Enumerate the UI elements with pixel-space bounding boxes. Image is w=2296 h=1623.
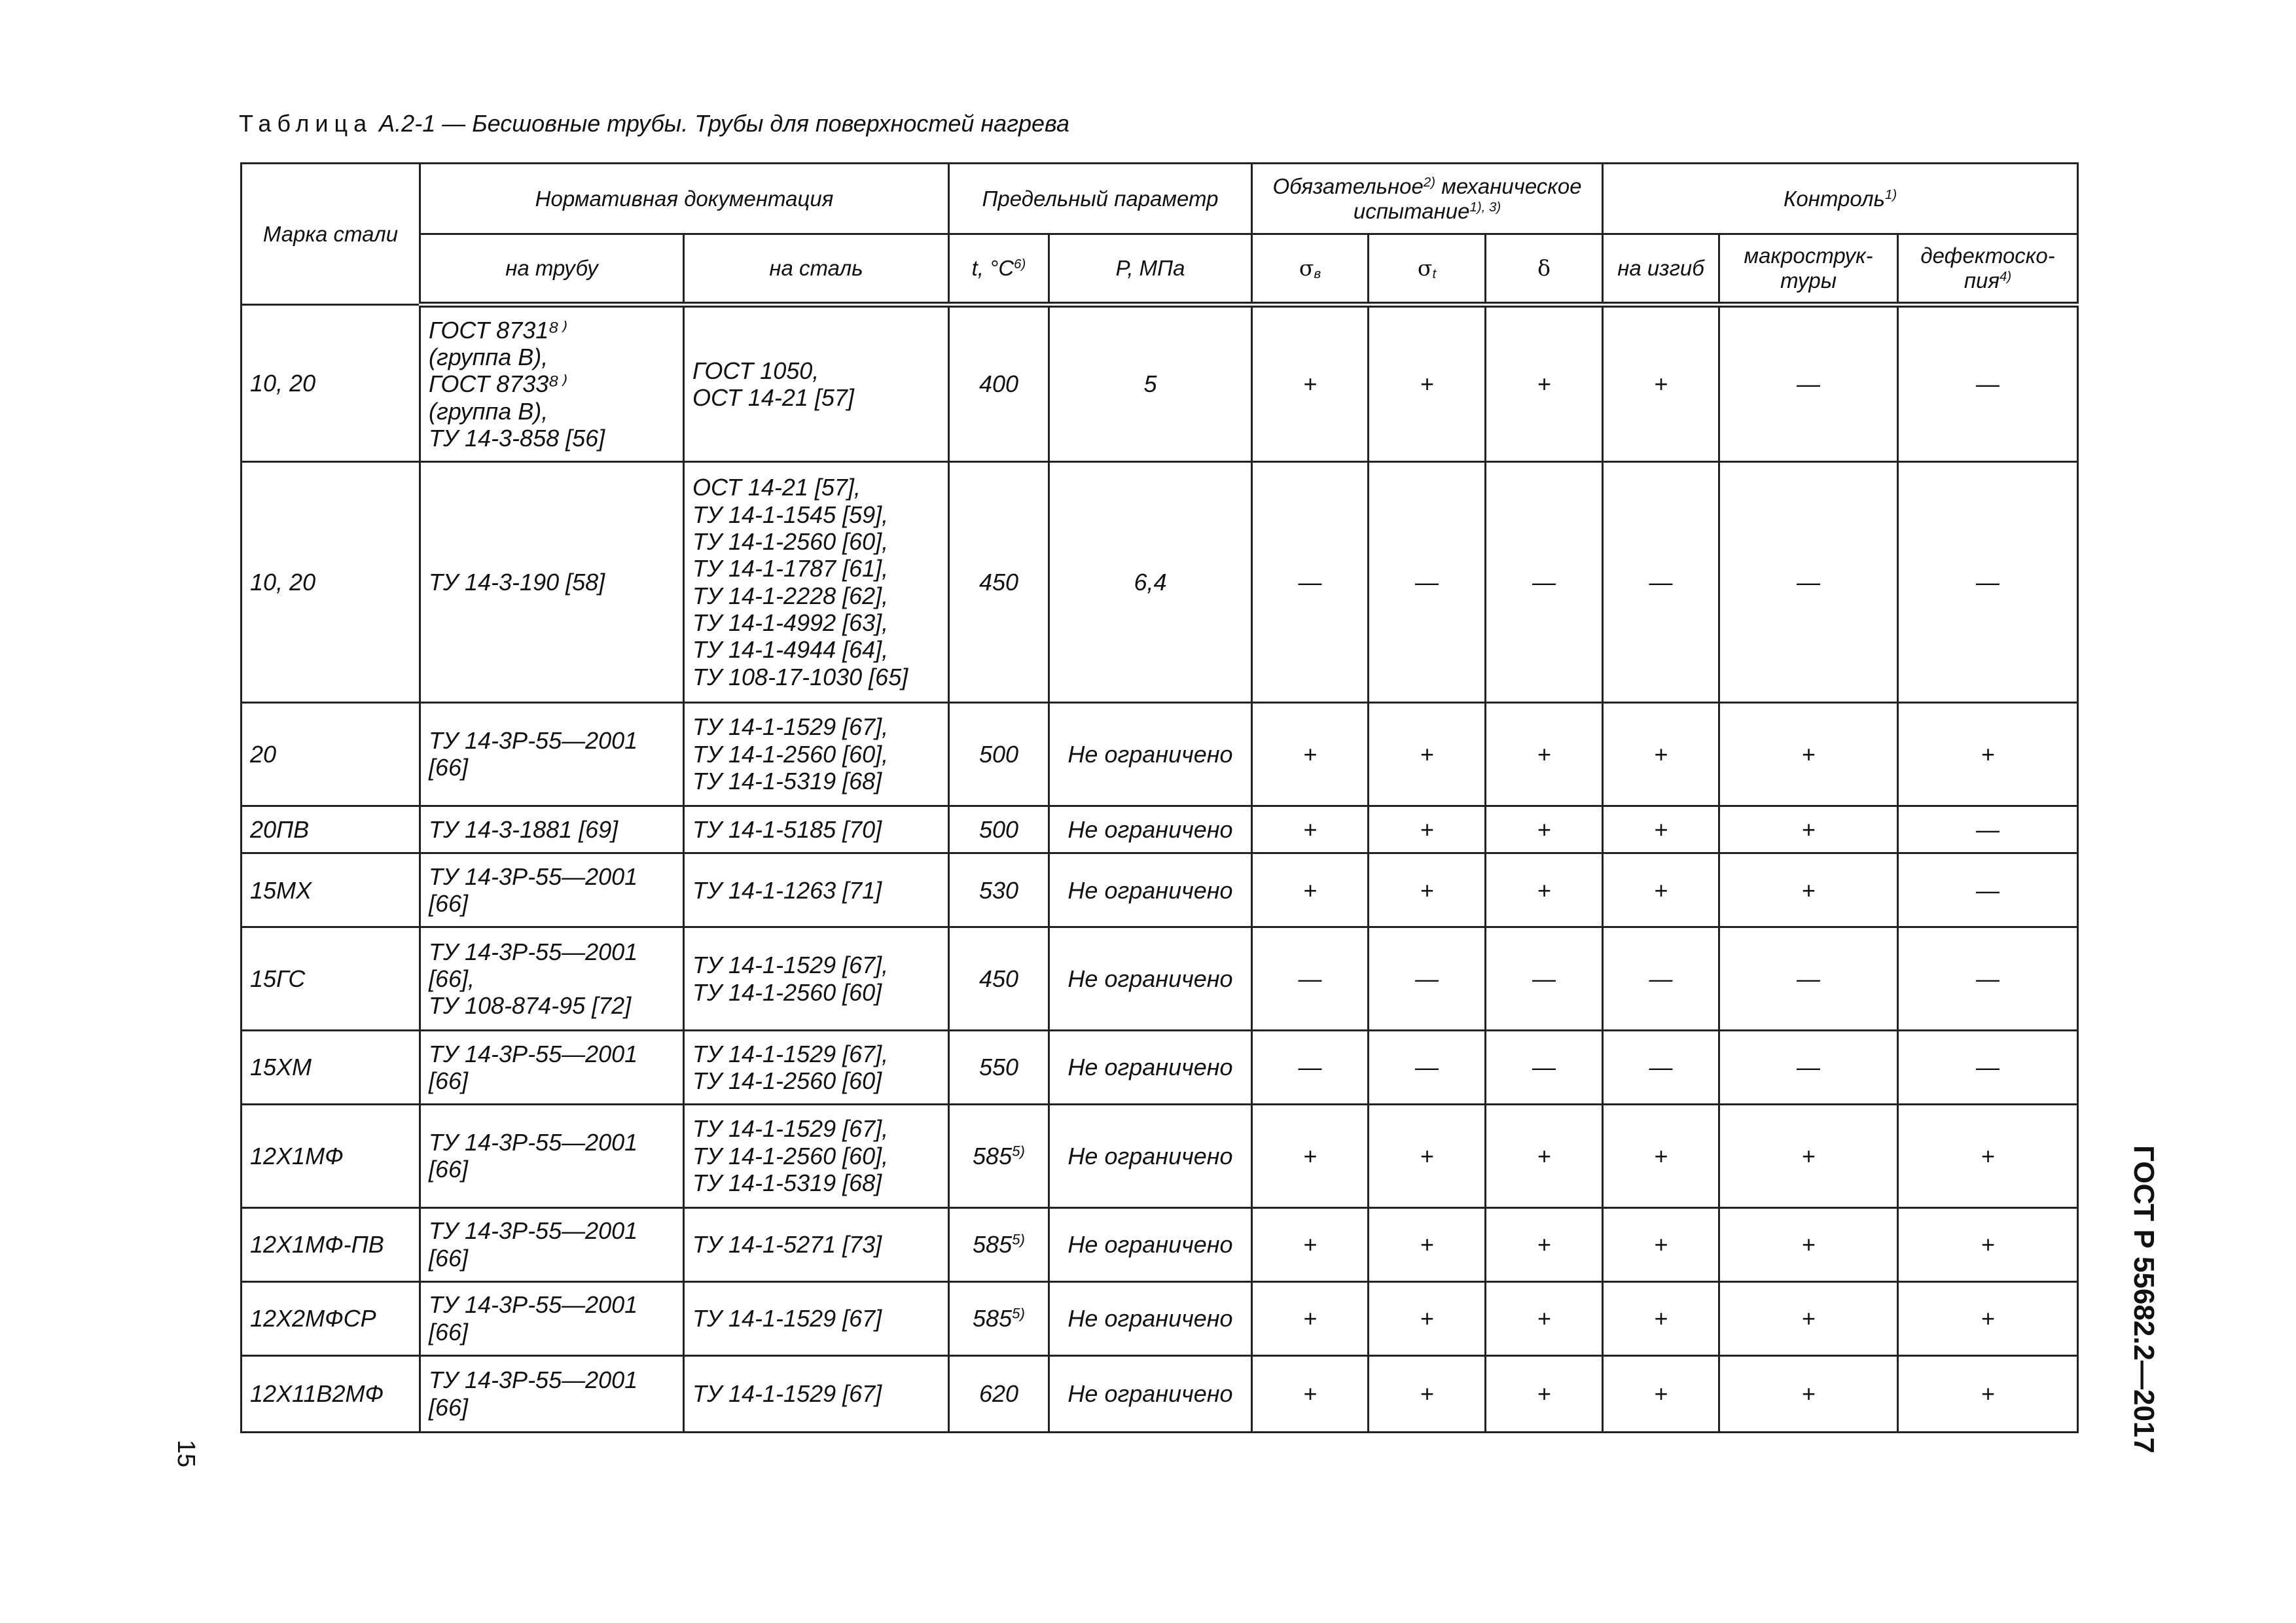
sigma-t-sub: t	[1432, 266, 1437, 282]
macro-cell-value: +	[1801, 815, 1816, 843]
sigma-b-cell	[1252, 853, 1369, 927]
sigma-t-cell-value: —	[1415, 568, 1439, 596]
steel-grade-cell-value: 15МХ	[250, 876, 312, 904]
defect-cell-value: —	[1976, 965, 2000, 992]
pipe-doc-cell	[420, 1355, 684, 1432]
sigma-b-cell-value: +	[1303, 1305, 1318, 1332]
temperature-cell	[949, 702, 1049, 806]
sigma-b-cell	[1252, 702, 1369, 806]
pressure-cell	[1049, 462, 1252, 703]
bend-cell	[1603, 1207, 1719, 1281]
sigma-b-cell	[1252, 1105, 1369, 1208]
delta-cell-value: —	[1532, 568, 1556, 596]
pipe-doc-cell	[420, 1281, 684, 1355]
temperature-cell	[949, 1207, 1049, 1281]
steel-grade-cell-value: 20	[250, 740, 277, 768]
sigma-b-cell	[1252, 305, 1369, 462]
steel-doc-cell-value: ОСТ 14-21 [57], ТУ 14-1-1545 [59], ТУ 14-1-2560 [60], ТУ 14-1-1787 [61], ТУ 14-1-2228 [62], ТУ 14-1-4992 [63], ТУ 14-1-4944 [64], ТУ 108-17-1030 [65]	[692, 474, 908, 690]
pipe-doc-cell	[420, 1030, 684, 1104]
sigma-b-cell-value: +	[1303, 815, 1318, 843]
bend-cell	[1603, 1281, 1719, 1355]
header-sigma-t	[1369, 234, 1486, 305]
sigma-b-cell	[1252, 806, 1369, 853]
bend-cell-value: +	[1654, 1230, 1668, 1258]
defect-cell-value: —	[1976, 876, 2000, 904]
header-for-pipe: на трубу	[420, 234, 684, 305]
bend-cell	[1603, 853, 1719, 927]
bend-cell	[1603, 1105, 1719, 1208]
bend-cell-value: +	[1654, 1142, 1668, 1169]
pressure-cell	[1049, 305, 1252, 462]
bend-cell	[1603, 806, 1719, 853]
pipe-doc-cell	[420, 702, 684, 806]
pipe-doc-cell-value: ТУ 14-3Р-55—2001 [66], ТУ 108-874-95 [72]	[429, 938, 638, 1020]
sigma-t-cell-value: +	[1420, 1380, 1434, 1408]
sigma-t-cell-value: +	[1420, 1305, 1434, 1332]
sigma-t-cell-value: —	[1415, 965, 1439, 992]
steel-doc-cell	[684, 806, 949, 853]
defect-cell	[1898, 1355, 2078, 1432]
sigma-b-cell-value: —	[1298, 568, 1322, 596]
steel-grade-cell	[242, 1030, 420, 1104]
pipe-doc-cell-value: ГОСТ 8731⁸⁾ (группа В), ГОСТ 8733⁸⁾ (группа В), ТУ 14-3-858 [56]	[429, 316, 605, 452]
pressure-cell-value: Не ограничено	[1067, 1380, 1233, 1408]
defect-cell-value: +	[1981, 1142, 1995, 1169]
sigma-t-cell	[1369, 1355, 1486, 1432]
pressure-cell-value: Не ограничено	[1067, 876, 1233, 904]
sigma-t-cell-value: +	[1420, 1230, 1434, 1258]
delta-cell	[1486, 1281, 1603, 1355]
defect-sup: 4)	[2000, 268, 2012, 284]
steel-doc-cell-value: ГОСТ 1050, ОСТ 14-21 [57]	[692, 357, 854, 412]
delta-cell-value: +	[1537, 1142, 1551, 1169]
header-delta	[1486, 234, 1603, 305]
pressure-cell	[1049, 927, 1252, 1031]
side-document-title: ГОСТ Р 55682.2—2017	[2128, 1145, 2160, 1454]
pressure-cell-value: Не ограничено	[1067, 815, 1233, 843]
sigma-b-cell-value: —	[1298, 1054, 1322, 1081]
pipe-doc-cell-value: ТУ 14-3Р-55—2001 [66]	[429, 1366, 638, 1421]
temp-sup: 6)	[1014, 256, 1026, 272]
bend-cell-value: —	[1649, 965, 1673, 992]
steel-doc-cell-value: ТУ 14-1-5185 [70]	[692, 815, 882, 843]
steel-pipe-table	[240, 162, 2079, 1433]
sigma-t-cell-value: +	[1420, 876, 1434, 904]
bend-cell-value: +	[1654, 370, 1668, 398]
table-row	[242, 305, 2078, 462]
temperature-cell	[949, 1030, 1049, 1104]
steel-grade-cell	[242, 1281, 420, 1355]
pipe-doc-cell	[420, 462, 684, 703]
bend-cell	[1603, 927, 1719, 1031]
macro-cell-value: —	[1797, 568, 1821, 596]
bend-cell	[1603, 462, 1719, 703]
delta-cell-value: —	[1532, 965, 1556, 992]
steel-grade-cell	[242, 927, 420, 1031]
sigma-t-cell	[1369, 1281, 1486, 1355]
pressure-cell	[1049, 853, 1252, 927]
temperature-cell-value: 500	[978, 740, 1019, 768]
defect-cell	[1898, 853, 2078, 927]
pipe-doc-cell	[420, 1207, 684, 1281]
pressure-cell-value: 6,4	[1134, 568, 1167, 596]
header-normative-docs: Нормативная документация	[420, 164, 949, 234]
steel-doc-cell	[684, 305, 949, 462]
control-text: Контроль	[1783, 186, 1885, 211]
defect-cell	[1898, 462, 2078, 703]
pipe-doc-cell-value: ТУ 14-3Р-55—2001 [66]	[429, 863, 638, 918]
bend-cell	[1603, 1030, 1719, 1104]
delta-cell	[1486, 462, 1603, 703]
sigma-b-cell-value: +	[1303, 740, 1318, 768]
header-for-steel: на сталь	[684, 234, 949, 305]
steel-grade-cell-value: 15ГС	[250, 965, 306, 992]
sigma-b-cell	[1252, 1281, 1369, 1355]
delta-cell-value: +	[1537, 1380, 1551, 1408]
macro-cell-value: +	[1801, 1230, 1816, 1258]
table-row	[242, 702, 2078, 806]
steel-doc-cell-value: ТУ 14-1-1529 [67], ТУ 14-1-2560 [60], ТУ 14-1-5319 [68]	[692, 713, 889, 794]
steel-doc-cell-value: ТУ 14-1-1529 [67], ТУ 14-1-2560 [60]	[692, 952, 889, 1006]
pipe-doc-cell-value: ТУ 14-3-190 [58]	[429, 568, 605, 596]
temperature-cell-value: 550	[978, 1054, 1019, 1081]
mech-test-text-b: механическое испытание	[1353, 173, 1582, 223]
steel-doc-cell	[684, 1207, 949, 1281]
header-pressure: P, МПа	[1049, 234, 1252, 305]
pressure-cell-value: Не ограничено	[1067, 1054, 1233, 1081]
temperature-cell	[949, 462, 1049, 703]
table-caption	[239, 110, 1069, 137]
defect-label: дефектоско- пия	[1920, 243, 2055, 293]
pressure-cell-value: Не ограничено	[1067, 1230, 1233, 1258]
sigma-t-symbol: σ	[1417, 255, 1433, 281]
table-row	[242, 853, 2078, 927]
delta-cell	[1486, 1105, 1603, 1208]
control-sup: 1)	[1884, 187, 1897, 202]
delta-cell	[1486, 1355, 1603, 1432]
table-row	[242, 806, 2078, 853]
pipe-doc-cell-value: ТУ 14-3Р-55—2001 [66]	[429, 726, 638, 781]
sigma-t-cell	[1369, 1207, 1486, 1281]
sigma-t-cell-value: +	[1420, 815, 1434, 843]
sigma-b-cell	[1252, 927, 1369, 1031]
temperature-cell-value: 585	[973, 1230, 1013, 1258]
header-macro: макрострук- туры	[1719, 234, 1898, 305]
table-row	[242, 1105, 2078, 1208]
pipe-doc-cell-value: ТУ 14-3Р-55—2001 [66]	[429, 1040, 638, 1094]
sigma-t-cell-value: —	[1415, 1054, 1439, 1081]
temperature-cell-value: 530	[978, 876, 1019, 904]
steel-doc-cell-value: ТУ 14-1-1263 [71]	[692, 876, 882, 904]
sigma-b-cell-value: +	[1303, 1230, 1318, 1258]
table-body	[242, 305, 2078, 1433]
sigma-b-sub: в	[1314, 266, 1321, 282]
temperature-cell	[949, 305, 1049, 462]
table-row	[242, 1030, 2078, 1104]
sigma-b-cell	[1252, 1030, 1369, 1104]
temp-label: t, °C	[971, 256, 1014, 281]
pressure-cell-value: 5	[1143, 370, 1157, 398]
bend-cell	[1603, 305, 1719, 462]
pressure-cell-value: Не ограничено	[1067, 740, 1233, 768]
steel-grade-cell	[242, 1355, 420, 1432]
temperature-footnote: 5)	[1012, 1143, 1025, 1160]
defect-cell	[1898, 1030, 2078, 1104]
steel-doc-cell	[684, 1105, 949, 1208]
header-defect	[1898, 234, 2078, 305]
steel-grade-cell	[242, 305, 420, 462]
sigma-b-symbol: σ	[1299, 255, 1314, 281]
macro-cell	[1719, 1355, 1898, 1432]
steel-grade-cell	[242, 1207, 420, 1281]
steel-doc-cell-value: ТУ 14-1-1529 [67]	[692, 1305, 882, 1332]
header-temp	[949, 234, 1049, 305]
delta-cell	[1486, 1030, 1603, 1104]
steel-doc-cell	[684, 853, 949, 927]
sigma-b-cell-value: +	[1303, 876, 1318, 904]
steel-grade-cell	[242, 462, 420, 703]
pressure-cell	[1049, 1281, 1252, 1355]
pressure-cell	[1049, 702, 1252, 806]
steel-grade-cell-value: 12Х2МФСР	[250, 1305, 376, 1332]
table-row	[242, 1355, 2078, 1432]
sigma-t-cell	[1369, 702, 1486, 806]
macro-cell	[1719, 927, 1898, 1031]
pipe-doc-cell	[420, 853, 684, 927]
temperature-cell	[949, 927, 1049, 1031]
steel-grade-cell	[242, 806, 420, 853]
macro-cell	[1719, 1281, 1898, 1355]
temperature-cell-value: 585	[973, 1142, 1013, 1169]
delta-cell	[1486, 853, 1603, 927]
header-control	[1603, 164, 2078, 234]
macro-cell-value: +	[1801, 1380, 1816, 1408]
macro-cell-value: —	[1797, 370, 1821, 398]
bend-cell-value: +	[1654, 1380, 1668, 1408]
defect-cell-value: +	[1981, 740, 1995, 768]
pipe-doc-cell-value: ТУ 14-3Р-55—2001 [66]	[429, 1217, 638, 1272]
steel-doc-cell	[684, 702, 949, 806]
steel-doc-cell	[684, 1030, 949, 1104]
macro-cell	[1719, 305, 1898, 462]
defect-cell-value: —	[1976, 370, 2000, 398]
header-limit-param: Предельный параметр	[949, 164, 1252, 234]
delta-cell-value: +	[1537, 1305, 1551, 1332]
pressure-cell-value: Не ограничено	[1067, 965, 1233, 992]
defect-cell	[1898, 1105, 2078, 1208]
defect-cell-value: —	[1976, 1054, 2000, 1081]
defect-cell-value: +	[1981, 1380, 1995, 1408]
defect-cell-value: —	[1976, 568, 2000, 596]
pipe-doc-cell	[420, 806, 684, 853]
bend-cell	[1603, 702, 1719, 806]
steel-grade-cell-value: 15ХМ	[250, 1054, 312, 1081]
delta-cell	[1486, 702, 1603, 806]
temperature-cell-value: 450	[978, 965, 1019, 992]
sigma-t-cell-value: +	[1420, 1142, 1434, 1169]
sigma-b-cell-value: +	[1303, 1142, 1318, 1169]
bend-cell-value: +	[1654, 1305, 1668, 1332]
macro-cell	[1719, 853, 1898, 927]
defect-cell-value: +	[1981, 1305, 1995, 1332]
steel-grade-cell-value: 12Х11В2МФ	[250, 1380, 384, 1408]
delta-cell-value: +	[1537, 876, 1551, 904]
steel-doc-cell	[684, 1355, 949, 1432]
pressure-cell-value: Не ограничено	[1067, 1305, 1233, 1332]
sigma-b-cell-value: +	[1303, 1380, 1318, 1408]
pipe-doc-cell	[420, 305, 684, 462]
delta-symbol: δ	[1537, 255, 1551, 281]
macro-cell-value: +	[1801, 1305, 1816, 1332]
temperature-cell	[949, 853, 1049, 927]
header-bend: на изгиб	[1603, 234, 1719, 305]
temperature-cell-value: 620	[978, 1380, 1019, 1408]
mech-test-text-a: Обязательное	[1272, 173, 1424, 198]
temperature-cell-value: 400	[978, 370, 1019, 398]
macro-cell	[1719, 1207, 1898, 1281]
sigma-t-cell	[1369, 806, 1486, 853]
delta-cell	[1486, 806, 1603, 853]
steel-doc-cell	[684, 462, 949, 703]
mech-test-sup-b: 1), 3)	[1469, 199, 1501, 215]
pipe-doc-cell	[420, 1105, 684, 1208]
pressure-cell	[1049, 1105, 1252, 1208]
defect-cell-value: +	[1981, 1230, 1995, 1258]
pressure-cell	[1049, 1030, 1252, 1104]
defect-cell	[1898, 806, 2078, 853]
bend-cell-value: +	[1654, 815, 1668, 843]
steel-doc-cell	[684, 1281, 949, 1355]
macro-cell	[1719, 462, 1898, 703]
temperature-footnote: 5)	[1012, 1231, 1025, 1248]
bend-cell-value: +	[1654, 740, 1668, 768]
page-number: 15	[172, 1440, 200, 1468]
temperature-cell	[949, 1355, 1049, 1432]
sigma-b-cell	[1252, 1207, 1369, 1281]
sigma-t-cell-value: +	[1420, 740, 1434, 768]
steel-doc-cell-value: ТУ 14-1-1529 [67]	[692, 1380, 882, 1408]
steel-grade-cell-value: 12Х1МФ	[250, 1142, 344, 1169]
delta-cell-value: +	[1537, 815, 1551, 843]
temperature-cell-value: 450	[978, 568, 1019, 596]
table-row	[242, 927, 2078, 1031]
defect-cell	[1898, 305, 2078, 462]
sigma-t-cell	[1369, 927, 1486, 1031]
pressure-cell	[1049, 1355, 1252, 1432]
macro-cell-value: —	[1797, 1054, 1821, 1081]
bend-cell	[1603, 1355, 1719, 1432]
sigma-b-cell-value: —	[1298, 965, 1322, 992]
bend-cell-value: —	[1649, 1054, 1673, 1081]
header-sigma-b	[1252, 234, 1369, 305]
defect-cell	[1898, 1281, 2078, 1355]
macro-cell-value: —	[1797, 965, 1821, 992]
table-row	[242, 1281, 2078, 1355]
steel-grade-cell	[242, 1105, 420, 1208]
mech-test-sup-a: 2)	[1423, 174, 1436, 190]
macro-cell-value: +	[1801, 740, 1816, 768]
pipe-doc-cell-value: ТУ 14-3Р-55—2001 [66]	[429, 1128, 638, 1183]
sigma-t-cell	[1369, 305, 1486, 462]
temperature-footnote: 5)	[1012, 1305, 1025, 1322]
steel-doc-cell-value: ТУ 14-1-1529 [67], ТУ 14-1-2560 [60]	[692, 1040, 889, 1094]
sigma-t-cell	[1369, 1105, 1486, 1208]
delta-cell	[1486, 927, 1603, 1031]
sigma-b-cell	[1252, 1355, 1369, 1432]
delta-cell	[1486, 305, 1603, 462]
temperature-cell	[949, 806, 1049, 853]
delta-cell-value: +	[1537, 1230, 1551, 1258]
pipe-doc-cell	[420, 927, 684, 1031]
steel-grade-cell	[242, 853, 420, 927]
defect-cell	[1898, 927, 2078, 1031]
pipe-doc-cell-value: ТУ 14-3-1881 [69]	[429, 815, 619, 843]
delta-cell-value: +	[1537, 370, 1551, 398]
macro-cell	[1719, 1030, 1898, 1104]
header-mech-test	[1252, 164, 1603, 234]
steel-grade-cell-value: 12Х1МФ-ПВ	[250, 1230, 384, 1258]
sigma-t-cell	[1369, 853, 1486, 927]
macro-cell-value: +	[1801, 876, 1816, 904]
steel-doc-cell-value: ТУ 14-1-1529 [67], ТУ 14-1-2560 [60], ТУ 14-1-5319 [68]	[692, 1115, 889, 1196]
temperature-cell-value: 585	[973, 1305, 1013, 1332]
caption-label: Таблица	[239, 110, 373, 137]
steel-grade-cell	[242, 702, 420, 806]
header-steel-grade: Марка стали	[242, 164, 420, 305]
macro-cell	[1719, 1105, 1898, 1208]
sigma-t-cell	[1369, 462, 1486, 703]
steel-grade-cell-value: 10, 20	[250, 568, 316, 596]
steel-grade-cell-value: 20ПВ	[250, 815, 310, 843]
delta-cell-value: —	[1532, 1054, 1556, 1081]
bend-cell-value: —	[1649, 568, 1673, 596]
pressure-cell	[1049, 1207, 1252, 1281]
defect-cell-value: —	[1976, 815, 2000, 843]
temperature-cell-value: 500	[978, 815, 1019, 843]
macro-cell	[1719, 702, 1898, 806]
table-row	[242, 462, 2078, 703]
pressure-cell-value: Не ограничено	[1067, 1142, 1233, 1169]
caption-text: А.2-1 — Бесшовные трубы. Трубы для поверхностей нагрева	[379, 110, 1070, 137]
bend-cell-value: +	[1654, 876, 1668, 904]
steel-grade-cell-value: 10, 20	[250, 369, 316, 397]
temperature-cell	[949, 1281, 1049, 1355]
table-row	[242, 1207, 2078, 1281]
steel-doc-cell-value: ТУ 14-1-5271 [73]	[692, 1230, 882, 1258]
sigma-t-cell	[1369, 1030, 1486, 1104]
sigma-t-cell-value: +	[1420, 370, 1434, 398]
delta-cell	[1486, 1207, 1603, 1281]
temperature-cell	[949, 1105, 1049, 1208]
steel-doc-cell	[684, 927, 949, 1031]
macro-cell-value: +	[1801, 1142, 1816, 1169]
pressure-cell	[1049, 806, 1252, 853]
macro-cell	[1719, 806, 1898, 853]
defect-cell	[1898, 1207, 2078, 1281]
defect-cell	[1898, 702, 2078, 806]
sigma-b-cell	[1252, 462, 1369, 703]
delta-cell-value: +	[1537, 740, 1551, 768]
pipe-doc-cell-value: ТУ 14-3Р-55—2001 [66]	[429, 1291, 638, 1346]
sigma-b-cell-value: +	[1303, 370, 1318, 398]
